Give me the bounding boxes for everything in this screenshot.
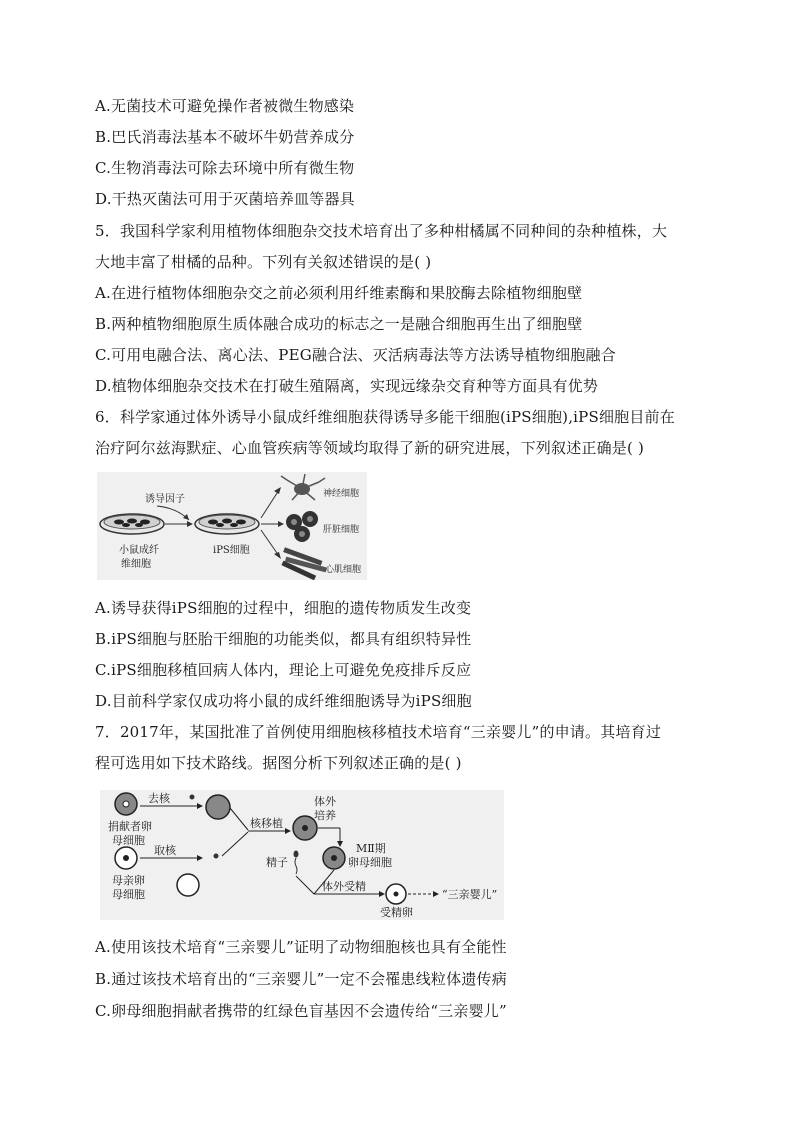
q6-option-c: C.iPS细胞移植回病人体内，理论上可避免免疫排斥反应 [95,661,472,679]
donor-label-2: 母细胞 [112,834,145,847]
q6-stem-line2: 治疗阿尔兹海默症、心血管疾病等领域均取得了新的研究进展，下列叙述正确是( ) [95,439,645,457]
q6-option-d: D.目前科学家仅成功将小鼠的成纤维细胞诱导为iPS细胞 [95,692,472,710]
q7-option-b: B.通过该技术培育出的“三亲婴儿”一定不会罹患线粒体遗传病 [95,970,507,988]
q4-option-b: B.巴氏消毒法基本不破坏牛奶营养成分 [95,128,355,146]
enucleated-oocyte-icon [206,795,230,819]
baby-label: “三亲婴儿” [442,888,498,901]
q5-stem-line1: 5．我国科学家利用植物体细胞杂交技术培育出了多种柑橘属不同种间的杂种植株，大 [95,222,668,240]
liver-cell-icon [286,511,318,542]
heart-muscle-cell-icon [281,547,326,580]
nerve-cell-label: 神经细胞 [323,489,360,499]
q7-option-c: C.卵母细胞捐献者携带的红绿色盲基因不会遗传给“三亲婴儿” [95,1002,507,1020]
petri-dish-icon [100,514,164,534]
zygote-label: 受精卵 [380,906,413,919]
remove-nucleus-label: 去核 [148,792,170,805]
induction-factor-label: 诱导因子 [145,494,185,505]
q4-option-c: C.生物消毒法可除去环境中所有微生物 [95,159,355,177]
heart-cell-label: 心肌细胞 [325,565,362,575]
remaining-cell-icon [177,874,199,896]
source-cell-label-1: 小鼠成纤 [119,545,159,556]
culture-label-2: 培养 [314,809,336,822]
q5-option-d: D.植物体细胞杂交技术在打破生殖隔离，实现远缘杂交育种等方面具有优势 [95,377,599,395]
oocyte-label: 卵母细胞 [348,856,392,869]
q6-stem-line1: 6．科学家通过体外诱导小鼠成纤维细胞获得诱导多能干细胞(iPS细胞),iPS细胞目前在 [95,408,675,426]
three-parent-figure [100,790,504,920]
ips-cell-label: iPS细胞 [213,545,250,556]
q7-stem-line2: 程可选用如下技术路线。据图分析下列叙述正确的是( ) [95,754,462,772]
mother-oocyte-icon [115,847,137,869]
q7-option-a: A.使用该技术培育“三亲婴儿”证明了动物细胞核也具有全能性 [95,938,507,956]
mother-label-1: 母亲卵 [112,874,145,887]
ips-figure [97,472,367,580]
donor-oocyte-icon [115,793,137,815]
q6-option-a: A.诱导获得iPS细胞的过程中，细胞的遗传物质发生改变 [95,599,472,617]
ivf-label: 体外受精 [322,880,366,893]
culture-label-1: 体外 [314,795,336,808]
q6-option-b: B.iPS细胞与胚胎干细胞的功能类似，都具有组织特异性 [95,630,472,648]
q5-option-a: A.在进行植物体细胞杂交之前必须利用纤维素酶和果胶酶去除植物细胞壁 [95,284,583,302]
q4-option-a: A.无菌技术可避免操作者被微生物感染 [95,97,355,115]
mother-label-2: 母细胞 [112,888,145,901]
nuclear-transfer-label: 核移植 [250,817,283,830]
q5-stem-line2: 大地丰富了柑橘的品种。下列有关叙述错误的是( ) [95,253,432,271]
ips-dish-icon [195,514,259,534]
q7-stem-line1: 7．2017年，某国批准了首例使用细胞核移植技术培育“三亲婴儿”的申请。其培育过 [95,723,662,741]
donor-label-1: 捐献者卵 [108,820,152,833]
take-nucleus-label: 取核 [154,844,176,857]
nerve-cell-icon [281,474,325,500]
liver-cell-label: 肝脏细胞 [323,525,360,535]
sperm-label: 精子 [266,856,288,869]
zygote-icon [386,884,406,904]
mii-label: MⅡ期 [356,842,386,855]
q4-option-d: D.干热灭菌法可用于灭菌培养皿等器具 [95,190,355,208]
mii-oocyte-icon [323,847,345,869]
q5-option-c: C.可用电融合法、离心法、PEG融合法、灭活病毒法等方法诱导植物细胞融合 [95,346,616,364]
sperm-icon [294,851,299,875]
source-cell-label-2: 维细胞 [121,559,151,570]
q5-option-b: B.两种植物细胞原生质体融合成功的标志之一是融合细胞再生出了细胞壁 [95,315,583,333]
